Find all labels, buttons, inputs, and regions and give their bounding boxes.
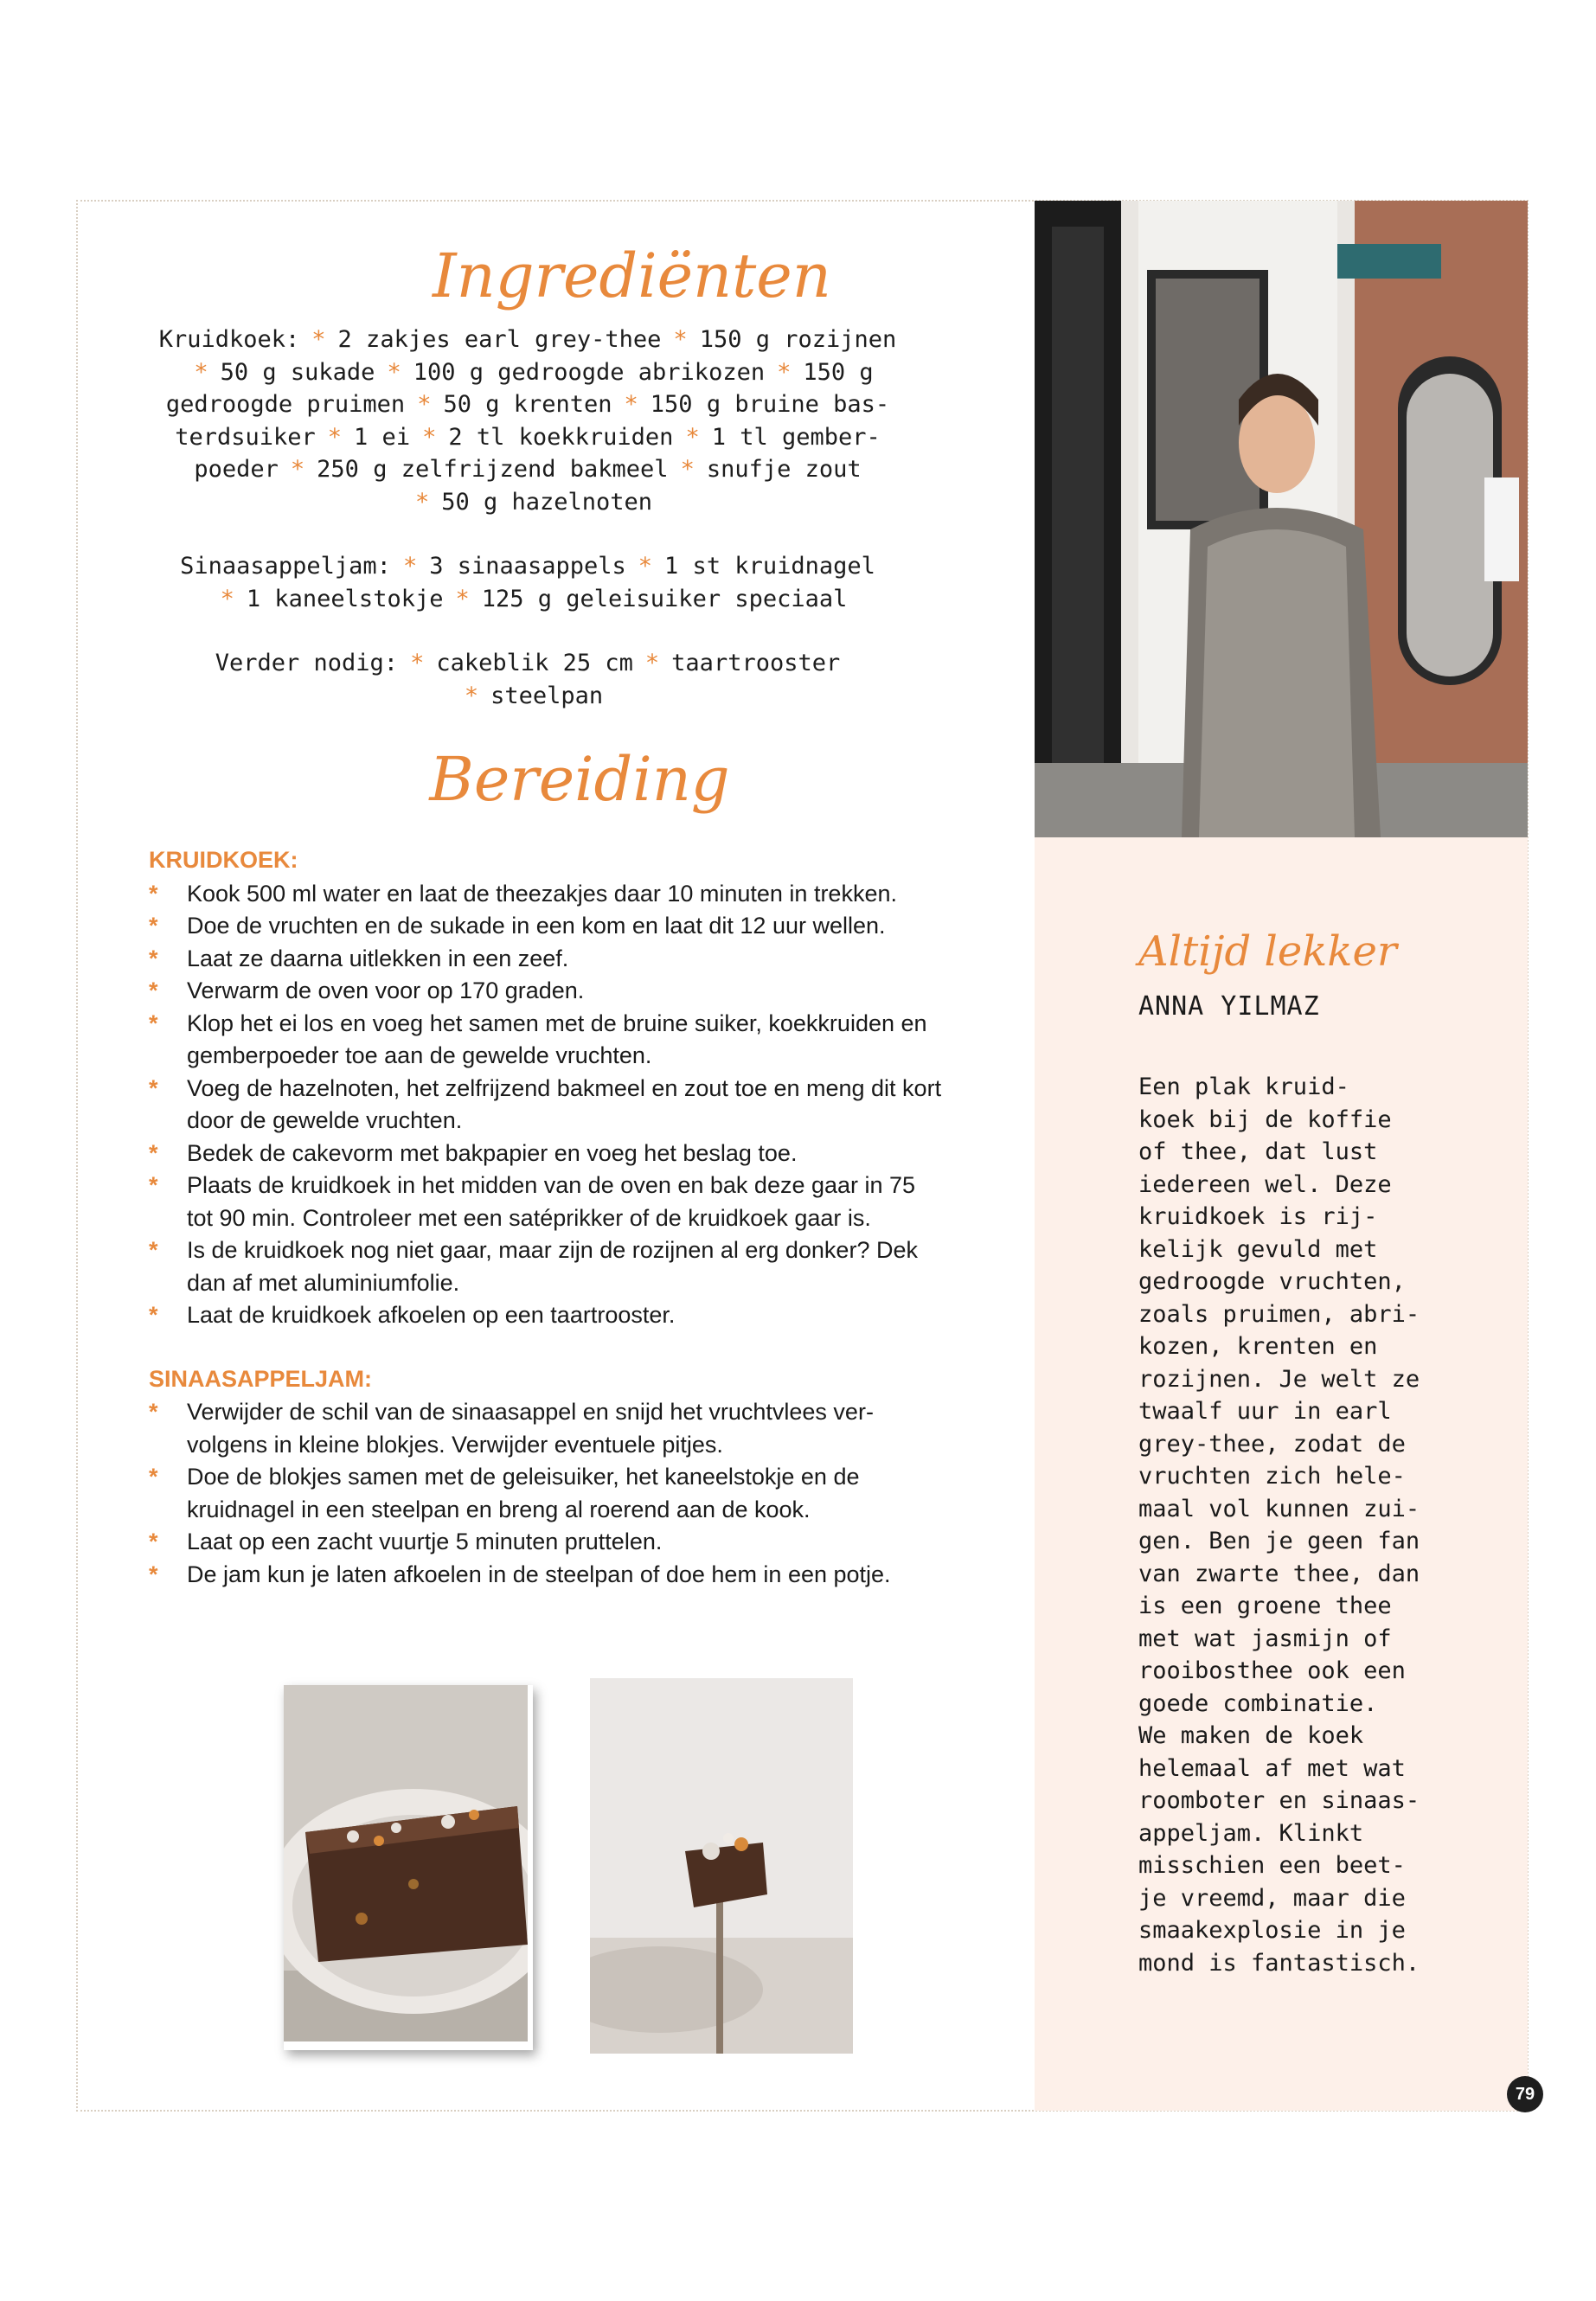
portrait-photo [1035, 201, 1528, 837]
jam-steps-title: SINAASAPPELJAM: [149, 1365, 373, 1392]
list-item: * Is de kruidkoek nog niet gaar, maar zijn de rozijnen al erg donker? Dek dan af met aluminiumfolie. [149, 1237, 918, 1296]
jam-steps [149, 1396, 945, 1591]
cake-slice-photo [284, 1685, 533, 2050]
jam-ingredients: Sinaasappeljam: * 3 sinaasappels * 1 st kruidnagel * 1 kaneelstokje * 125 g geleisuiker speciaal [180, 553, 875, 612]
list-item: * Klop het ei los en voeg het samen met de bruine suiker, koekkruiden en gemberpoeder toe aan de gewelde vruchten. [149, 1009, 927, 1068]
kruidkoek-steps-title: KRUIDKOEK: [149, 847, 298, 873]
extra-ingredients: Verder nodig: * cakeblik 25 cm * taartrooster * steelpan [215, 650, 841, 709]
list-item: * Doe de blokjes samen met de geleisuiker, het kaneelstokje en de kruidnagel in een steelpan en breng al roerend aan de kook. [149, 1464, 860, 1522]
list-item: * Bedek de cakevorm met bakpapier en voeg het beslag toe. [149, 1139, 798, 1166]
list-item: * Voeg de hazelnoten, het zelfrijzend bakmeel en zout toe en meng dit kort door de gewelde vruchten. [149, 1074, 942, 1133]
kruidkoek-steps [149, 878, 945, 1332]
kruidkoek-ingredients: Kruidkoek: * 2 zakjes earl grey-thee * 150 g rozijnen * 50 g sukade * 100 g gedroogde abrikozen * 150 g gedroogde pruimen * 50 g krenten * 150 g bruine bas-terdsuiker * 1 ei * 2 tl koekkruiden * 1 tl gember-poeder * 250 g zelfrijzend bakmeel * snufje zout * 50 g hazelnoten [158, 326, 897, 516]
list-item: * Verwijder de schil van de sinaasappel en snijd het vruchtvlees ver-volgens in kleine blokjes. Verwijder eventuele pitjes. [149, 1399, 874, 1458]
preparation-steps [149, 844, 945, 1622]
list-item: * Laat op een zacht vuurtje 5 minuten pruttelen. [149, 1529, 663, 1554]
list-item: * Verwarm de oven voor op 170 graden. [149, 977, 585, 1003]
sidebar-title: Altijd lekker [1138, 927, 1397, 976]
preparation-title: Bereiding [429, 744, 730, 815]
list-item: * Doe de vruchten en de sukade in een kom en laat dit 12 uur wellen. [149, 913, 886, 939]
cake-on-fork-photo [590, 1678, 853, 2054]
list-item: * Plaats de kruidkoek in het midden van de oven en bak deze gaar in 75 tot 90 min. Controleer met een satéprikker of de kruidkoek gaar is. [149, 1172, 916, 1231]
ingredients-list [130, 324, 926, 744]
page-number: 79 [1507, 2076, 1543, 2112]
sidebar-text: Een plak kruid- koek bij de koffie of thee, dat lust iedereen wel. Deze kruidkoek is rij- kelijk gevuld met gedroogde vruchten, zoals pruimen, abri- kozen, krenten en rozijnen. Je welt ze twaalf uur in earl grey-thee, zodat de vruchten zich hele- maal vol kunnen zui- gen. Ben je geen fan van zwarte thee, dan is een groene thee met wat jasmijn of rooibosthee ook een goede combinatie. We maken de koek helemaal af met wat roomboter en sinaas- appeljam. Klinkt misschien een beet- je vreemd, maar die smaakexplosie in je mond is fantastisch. [1138, 1074, 1420, 1977]
list-item: * Laat ze daarna uitlekken in een zeef. [149, 945, 569, 971]
list-item: * Kook 500 ml water en laat de theezakjes daar 10 minuten in trekken. [149, 880, 897, 907]
author-name: ANNA YILMAZ [1138, 991, 1320, 1022]
list-item: * Laat de kruidkoek afkoelen op een taartrooster. [149, 1302, 676, 1328]
list-item: * De jam kun je laten afkoelen in de steelpan of doe hem in een potje. [149, 1561, 891, 1587]
ingredients-title: Ingrediënten [433, 240, 831, 311]
